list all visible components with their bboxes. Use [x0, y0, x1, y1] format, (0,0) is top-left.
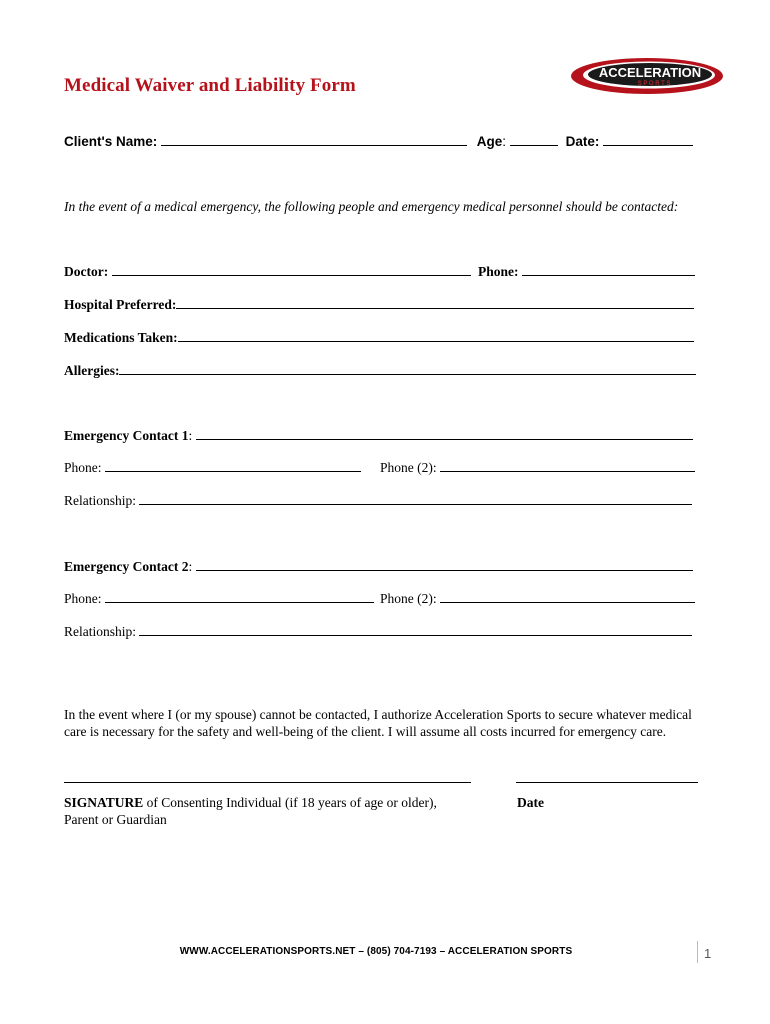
contact1-phone-row	[64, 460, 361, 476]
contact2-phone-label: Phone:	[64, 591, 102, 606]
signature-line[interactable]	[64, 782, 471, 783]
contact1-phone-label: Phone:	[64, 460, 102, 475]
contact1-field[interactable]	[196, 428, 693, 440]
signature-date-line[interactable]	[516, 782, 698, 783]
contact2-phone2-label: Phone (2):	[380, 591, 437, 606]
doctor-label: Doctor:	[64, 264, 109, 279]
medications-field[interactable]	[178, 330, 694, 342]
svg-text:S P O R T S: S P O R T S	[637, 81, 671, 87]
contact1-phone2-field[interactable]	[440, 460, 695, 472]
contact2-label: Emergency Contact 2	[64, 559, 189, 574]
acceleration-sports-logo	[569, 56, 725, 96]
footer-text: WWW.ACCELERATIONSPORTS.NET – (805) 704-7193 – ACCELERATION SPORTS	[179, 946, 573, 957]
contact2-phone2-field[interactable]	[440, 591, 695, 603]
contact1-row: Emergency Contact 1:	[64, 428, 693, 444]
age-field[interactable]	[510, 134, 558, 146]
authorization-paragraph: In the event where I (or my spouse) cannot be contacted, I authorize Acceleration Sports to secure whatever medical care is necessary for the safety and well-being of the client. I will assume all costs incurred for emergency care.	[64, 707, 692, 739]
doctor-phone-label: Phone:	[477, 264, 519, 279]
contact1-phone-field[interactable]	[105, 460, 361, 472]
client-info-row: Client's Name: Age: Date:	[64, 134, 693, 149]
contact1-label: Emergency Contact 1	[64, 428, 189, 443]
client-name-field[interactable]	[161, 134, 467, 146]
contact2-phone-field[interactable]	[105, 591, 374, 603]
allergies-field[interactable]	[119, 363, 696, 375]
intro-text: In the event of a medical emergency, the following people and emergency medical personnel should be contacted:	[64, 199, 679, 214]
contact2-row: Emergency Contact 2:	[64, 559, 693, 575]
signature-date-label: Date	[517, 795, 544, 810]
svg-text:ACCELERATION: ACCELERATION	[598, 65, 702, 80]
contact2-relationship-label: Relationship:	[64, 624, 136, 639]
form-title: Medical Waiver and Liability Form	[64, 75, 356, 96]
medications-row	[64, 330, 694, 346]
signature-line2: Parent or Guardian	[64, 812, 167, 827]
hospital-row	[64, 297, 694, 313]
hospital-field[interactable]	[176, 297, 694, 309]
hospital-label: Hospital Preferred:	[64, 297, 177, 312]
doctor-row	[64, 264, 695, 280]
contact1-relationship-row	[64, 493, 692, 509]
page-number: 1	[704, 946, 712, 961]
signature-caption: SIGNATURE of Consenting Individual (if 18 years of age or older), Parent or Guardian	[64, 795, 437, 827]
date-field[interactable]	[603, 134, 693, 146]
signature-bold-label: SIGNATURE	[64, 795, 144, 810]
doctor-phone-field[interactable]	[522, 264, 695, 276]
contact2-phone2-row	[380, 591, 695, 607]
page-divider	[697, 941, 698, 963]
age-label: Age	[476, 134, 503, 149]
doctor-field[interactable]	[112, 264, 471, 276]
allergies-label: Allergies:	[64, 363, 120, 378]
contact2-phone-row	[64, 591, 374, 607]
contact1-relationship-field[interactable]	[139, 493, 692, 505]
contact2-relationship-field[interactable]	[139, 624, 692, 636]
contact1-phone2-label: Phone (2):	[380, 460, 437, 475]
medications-label: Medications Taken:	[64, 330, 178, 345]
contact2-relationship-row	[64, 624, 692, 640]
contact2-field[interactable]	[196, 559, 693, 571]
allergies-row	[64, 363, 696, 379]
client-name-label: Client's Name:	[64, 134, 158, 149]
contact1-relationship-label: Relationship:	[64, 493, 136, 508]
date-label: Date:	[565, 134, 600, 149]
contact1-phone2-row	[380, 460, 695, 476]
